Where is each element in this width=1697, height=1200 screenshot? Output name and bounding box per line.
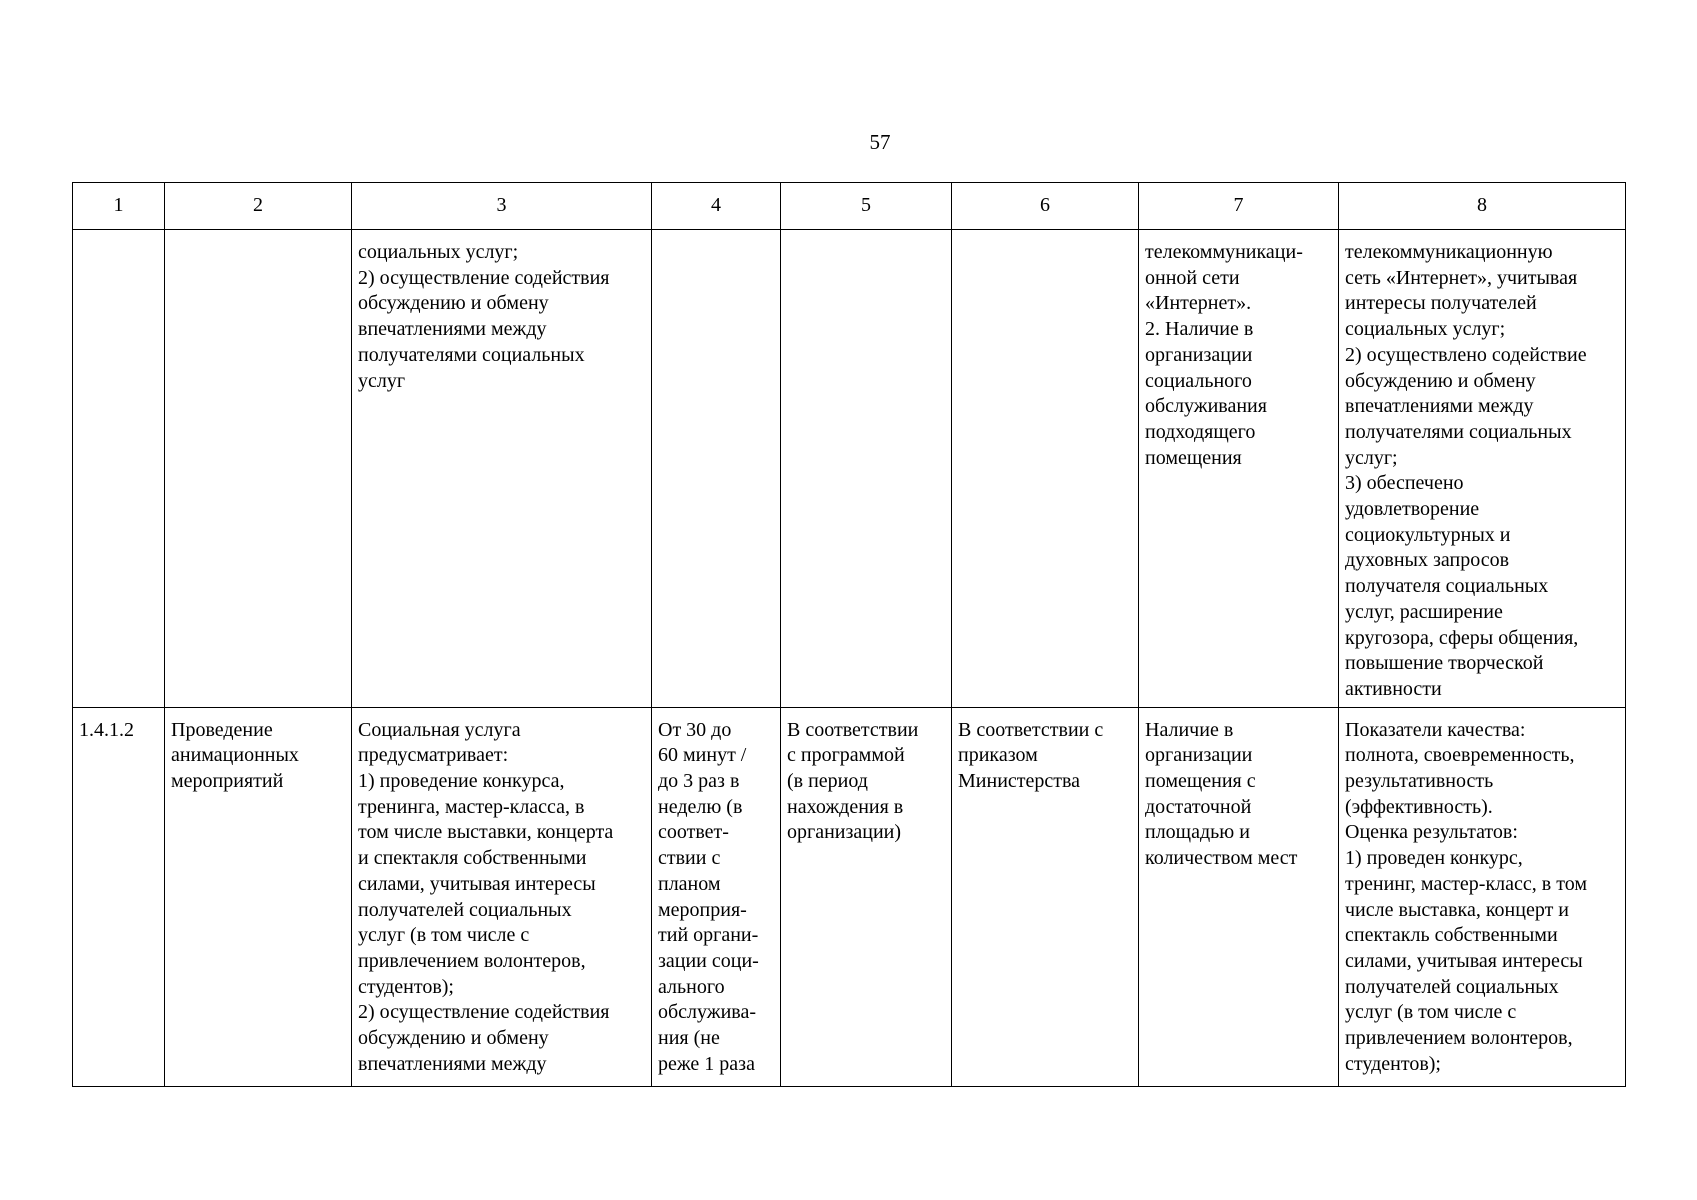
table-cell: В соответствии с приказом Министерства [952,707,1139,1086]
table-cell: телекоммуникационную сеть «Интернет», учитывая интересы получателей социальных услуг; 2) осуществлено содействие обсуждению и обмену впечатлениями между получателями социальных услуг; 3) обеспечено удовлетворение социокультурных и духовных запросов получателя социальных услуг, расширение кругозора, сферы общения, повышение творческой активности [1339,230,1626,708]
column-header: 4 [652,183,781,230]
table-row [73,230,1626,708]
table-cell: Показатели качества: полнота, своевременность, результативность (эффективность). Оценка результатов: 1) проведен конкурс, тренинг, мастер-класс, в том числе выставка, концерт и спектакль собственными силами, учитывая интересы получателей социальных услуг (в том числе с привлечением волонтеров, студентов); [1339,707,1626,1086]
table-cell: От 30 до 60 минут / до 3 раз в неделю (в соответ- ствии с планом мероприя- тий органи- зации соци- ального обслужива- ния (не реже 1 раза [652,707,781,1086]
table-row [73,707,1626,1086]
column-header: 2 [165,183,352,230]
table-cell [652,230,781,708]
column-header: 6 [952,183,1139,230]
column-header: 5 [781,183,952,230]
table-cell [952,230,1139,708]
column-header: 3 [352,183,652,230]
page-number: 57 [869,130,891,154]
table-cell [781,230,952,708]
column-header: 8 [1339,183,1626,230]
table-cell: телекоммуникаци- онной сети «Интернет». 2. Наличие в организации социального обслуживания подходящего помещения [1139,230,1339,708]
table-cell: Наличие в организации помещения с достаточной площадью и количеством мест [1139,707,1339,1086]
table-cell: социальных услуг; 2) осуществление содействия обсуждению и обмену впечатлениями между получателями социальных услуг [352,230,652,708]
service-name-cell: Проведение анимационных мероприятий [165,707,352,1086]
services-table [72,182,1626,1087]
table-cell: Социальная услуга предусматривает: 1) проведение конкурса, тренинга, мастер-класса, в том числе выставки, концерта и спектакля собственными силами, учитывая интересы получателей социальных услуг (в том числе с привлечением волонтеров, студентов); 2) осуществление содействия обсуждению и обмену впечатлениями между [352,707,652,1086]
table-cell: В соответствии с программой (в период нахождения в организации) [781,707,952,1086]
service-number-cell: 1.4.1.2 [73,707,165,1086]
column-header: 1 [73,183,165,230]
column-header: 7 [1139,183,1339,230]
table-cell [73,230,165,708]
table-cell [165,230,352,708]
table-header-row [73,183,1626,230]
